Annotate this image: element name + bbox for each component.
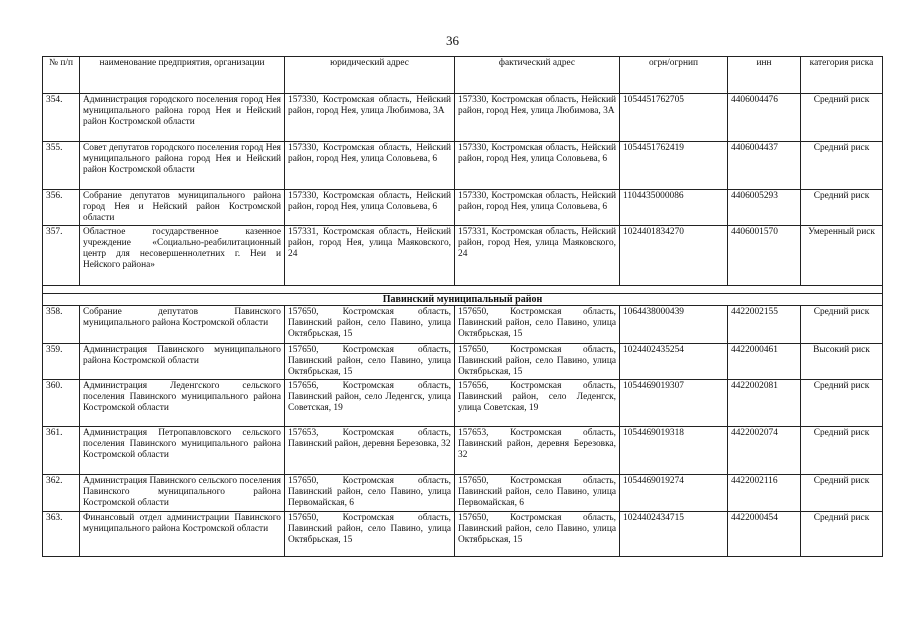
- inn-value: 4422002116: [728, 475, 801, 512]
- ogrn-value: 1054469019318: [620, 427, 728, 475]
- inn-value: 4406001570: [728, 226, 801, 286]
- table-header-row: [43, 57, 883, 94]
- actual-address: 157331, Костромская область, Нейский район, город Нея, улица Маяковского, 24: [455, 226, 620, 286]
- organization-name: Собрание депутатов Павинского муниципального района Костромской области: [80, 306, 285, 344]
- actual-address: 157650, Костромская область, Павинский район, село Павино, улица Октябрьская, 15: [455, 512, 620, 557]
- row-number: 362.: [43, 475, 80, 512]
- ogrn-value: 1024402435254: [620, 344, 728, 380]
- actual-address: 157650, Костромская область, Павинский район, село Павино, улица Октябрьская, 15: [455, 306, 620, 344]
- table-row: [43, 94, 883, 142]
- table-row: [43, 512, 883, 557]
- risk-category: Средний риск: [801, 142, 883, 190]
- header-legal-address: юридический адрес: [285, 57, 455, 94]
- inn-value: 4422002081: [728, 380, 801, 427]
- organization-name: Финансовый отдел администрации Павинского муниципального района Костромской области: [80, 512, 285, 557]
- row-number: 356.: [43, 190, 80, 226]
- page-number: 36: [446, 33, 459, 48]
- organization-name: Собрание депутатов муниципального района город Нея и Нейский район Костромской области: [80, 190, 285, 226]
- row-number: 359.: [43, 344, 80, 380]
- table-body-neya: [43, 94, 883, 286]
- table-row: [43, 306, 883, 344]
- header-actual-address: фактический адрес: [455, 57, 620, 94]
- table-row: [43, 475, 883, 512]
- header-risk: категория риска: [801, 57, 883, 94]
- ogrn-value: 1054451762705: [620, 94, 728, 142]
- organization-name: Администрация Петропавловского сельского поселения Павинского муниципального района Костромской области: [80, 427, 285, 475]
- inn-value: 4422002074: [728, 427, 801, 475]
- ogrn-value: 1054451762419: [620, 142, 728, 190]
- organization-name: Администрация Павинского муниципального района Костромской области: [80, 344, 285, 380]
- ogrn-value: 1024401834270: [620, 226, 728, 286]
- actual-address: 157656, Костромская область, Павинский район, село Леденгск, улица Советская, 19: [455, 380, 620, 427]
- section-title: Павинский муниципальный район: [43, 294, 883, 306]
- inn-value: 4406004437: [728, 142, 801, 190]
- legal-address: 157653, Костромская область, Павинский район, деревня Березовка, 32: [285, 427, 455, 475]
- risk-category: Средний риск: [801, 190, 883, 226]
- ogrn-value: 1054469019307: [620, 380, 728, 427]
- header-num: № п/п: [43, 57, 80, 94]
- row-number: 360.: [43, 380, 80, 427]
- organization-name: Администрация Павинского сельского поселения Павинского муниципального района Костромской области: [80, 475, 285, 512]
- registry-table: [42, 56, 883, 557]
- legal-address: 157656, Костромская область, Павинский район, село Леденгск, улица Советская, 19: [285, 380, 455, 427]
- table-row: [43, 142, 883, 190]
- actual-address: 157330, Костромская область, Нейский район, город Нея, улица Любимова, 3А: [455, 94, 620, 142]
- table-row: [43, 190, 883, 226]
- legal-address: 157650, Костромская область, Павинский район, село Павино, улица Первомайская, 6: [285, 475, 455, 512]
- legal-address: 157330, Костромская область, Нейский район, город Нея, улица Любимова, 3А: [285, 94, 455, 142]
- risk-category: Средний риск: [801, 94, 883, 142]
- header-inn: инн: [728, 57, 801, 94]
- inn-value: 4406005293: [728, 190, 801, 226]
- actual-address: 157650, Костромская область, Павинский район, село Павино, улица Первомайская, 6: [455, 475, 620, 512]
- inn-value: 4406004476: [728, 94, 801, 142]
- legal-address: 157650, Костромская область, Павинский район, село Павино, улица Октябрьская, 15: [285, 512, 455, 557]
- organization-name: Областное государственное казенное учреждение «Социально-реабилитационный центр для несовершеннолетних г. Неи и Нейского района»: [80, 226, 285, 286]
- legal-address: 157331, Костромская область, Нейский район, город Нея, улица Маяковского, 24: [285, 226, 455, 286]
- table-row: [43, 427, 883, 475]
- legal-address: 157330, Костромская область, Нейский район, город Нея, улица Соловьева, 6: [285, 190, 455, 226]
- inn-value: 4422002155: [728, 306, 801, 344]
- actual-address: 157650, Костромская область, Павинский район, село Павино, улица Октябрьская, 15: [455, 344, 620, 380]
- risk-category: Умеренный риск: [801, 226, 883, 286]
- row-number: 363.: [43, 512, 80, 557]
- risk-category: Высокий риск: [801, 344, 883, 380]
- table-row: [43, 226, 883, 286]
- ogrn-value: 1054469019274: [620, 475, 728, 512]
- legal-address: 157650, Костромская область, Павинский район, село Павино, улица Октябрьская, 15: [285, 344, 455, 380]
- actual-address: 157653, Костромская область, Павинский район, деревня Березовка, 32: [455, 427, 620, 475]
- risk-category: Средний риск: [801, 475, 883, 512]
- section-spacer-row: [43, 286, 883, 294]
- legal-address: 157650, Костромская область, Павинский район, село Павино, улица Октябрьская, 15: [285, 306, 455, 344]
- organization-name: Совет депутатов городского поселения город Нея муниципального района город Нея и Нейский район Костромской области: [80, 142, 285, 190]
- organization-name: Администрация городского поселения город Нея муниципального района город Нея и Нейский район Костромской области: [80, 94, 285, 142]
- table-body-pavino: [43, 306, 883, 557]
- actual-address: 157330, Костромская область, Нейский район, город Нея, улица Соловьева, 6: [455, 142, 620, 190]
- header-name: наименование предприятия, организации: [80, 57, 285, 94]
- risk-category: Средний риск: [801, 380, 883, 427]
- table-row: [43, 380, 883, 427]
- row-number: 357.: [43, 226, 80, 286]
- header-ogrn: огрн/огрнип: [620, 57, 728, 94]
- section-block: [43, 286, 883, 306]
- row-number: 354.: [43, 94, 80, 142]
- row-number: 355.: [43, 142, 80, 190]
- row-number: 361.: [43, 427, 80, 475]
- legal-address: 157330, Костромская область, Нейский район, город Нея, улица Соловьева, 6: [285, 142, 455, 190]
- table-row: [43, 344, 883, 380]
- ogrn-value: 1064438000439: [620, 306, 728, 344]
- inn-value: 4422000461: [728, 344, 801, 380]
- actual-address: 157330, Костромская область, Нейский район, город Нея, улица Соловьева, 6: [455, 190, 620, 226]
- ogrn-value: 1024402434715: [620, 512, 728, 557]
- ogrn-value: 1104435000086: [620, 190, 728, 226]
- risk-category: Средний риск: [801, 306, 883, 344]
- organization-name: Администрация Леденгского сельского поселения Павинского муниципального района Костромской области: [80, 380, 285, 427]
- risk-category: Средний риск: [801, 512, 883, 557]
- section-row: [43, 294, 883, 306]
- inn-value: 4422000454: [728, 512, 801, 557]
- row-number: 358.: [43, 306, 80, 344]
- risk-category: Средний риск: [801, 427, 883, 475]
